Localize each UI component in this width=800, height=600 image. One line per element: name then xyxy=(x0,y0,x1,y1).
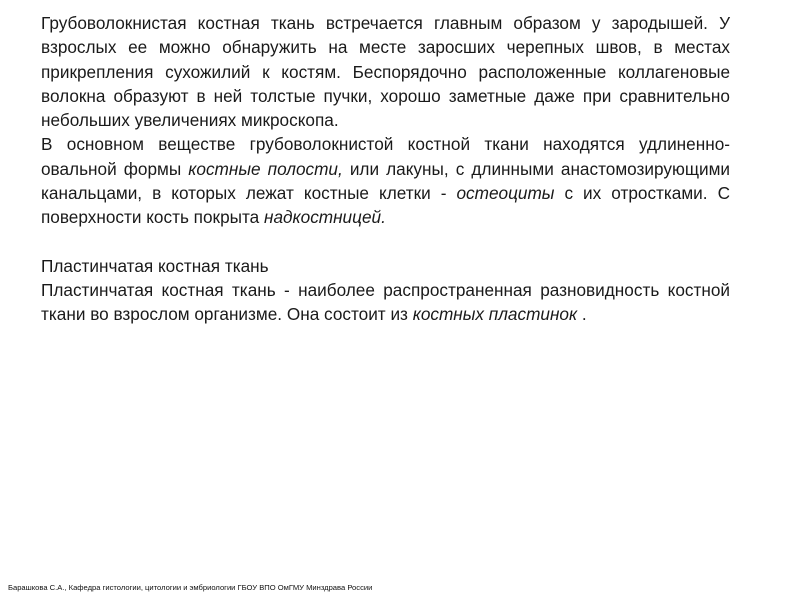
section-heading-lamellar-bone: Пластинчатая костная ткань xyxy=(41,255,269,276)
paragraph-text: или лакуны, с длинными анастомозирующими канальцами, в которых лежат костные клетки - xyxy=(41,158,730,204)
paragraph-spacer xyxy=(41,230,730,254)
term-osteocytes: остеоциты xyxy=(456,183,555,204)
paragraph-text: . xyxy=(577,304,587,325)
term-bone-lamellae: костных пластинок xyxy=(412,304,578,325)
paragraph-text: Пластинчатая костная ткань - наиболее распространенная разновидность костной ткани во взрослом организме. Она состоит из xyxy=(41,279,730,325)
paragraph-text: с их отростками. С поверхности кость покрыта xyxy=(41,183,730,228)
paragraph-ground-substance xyxy=(41,132,730,229)
paragraph-lamellar-bone xyxy=(41,278,730,327)
term-bone-cavities: костные полости, xyxy=(188,158,343,179)
paragraph-text: В основном веществе грубоволокнистой костной ткани находятся удлиненно-овальной формы xyxy=(41,134,730,179)
term-periosteum: надкостницей. xyxy=(264,207,386,228)
paragraph-coarse-fibered-bone: Грубоволокнистая костная ткань встречается главным образом у зародышей. У взрослых ее можно обнаружить на месте заросших черепных швов, в местах прикрепления сухожилий к костям. Беспорядочно расположенные коллагеновые волокна образуют в ней толстые пучки, хорошо заметные даже при сравнительно небольших увеличениях микроскопа. xyxy=(41,13,730,131)
footer-author-credit: Барашкова С.А., Кафедра гистологии, цитологии и эмбриологии ГБОУ ВПО ОмГМУ Минздрава России xyxy=(8,583,373,592)
slide-content xyxy=(41,11,730,327)
